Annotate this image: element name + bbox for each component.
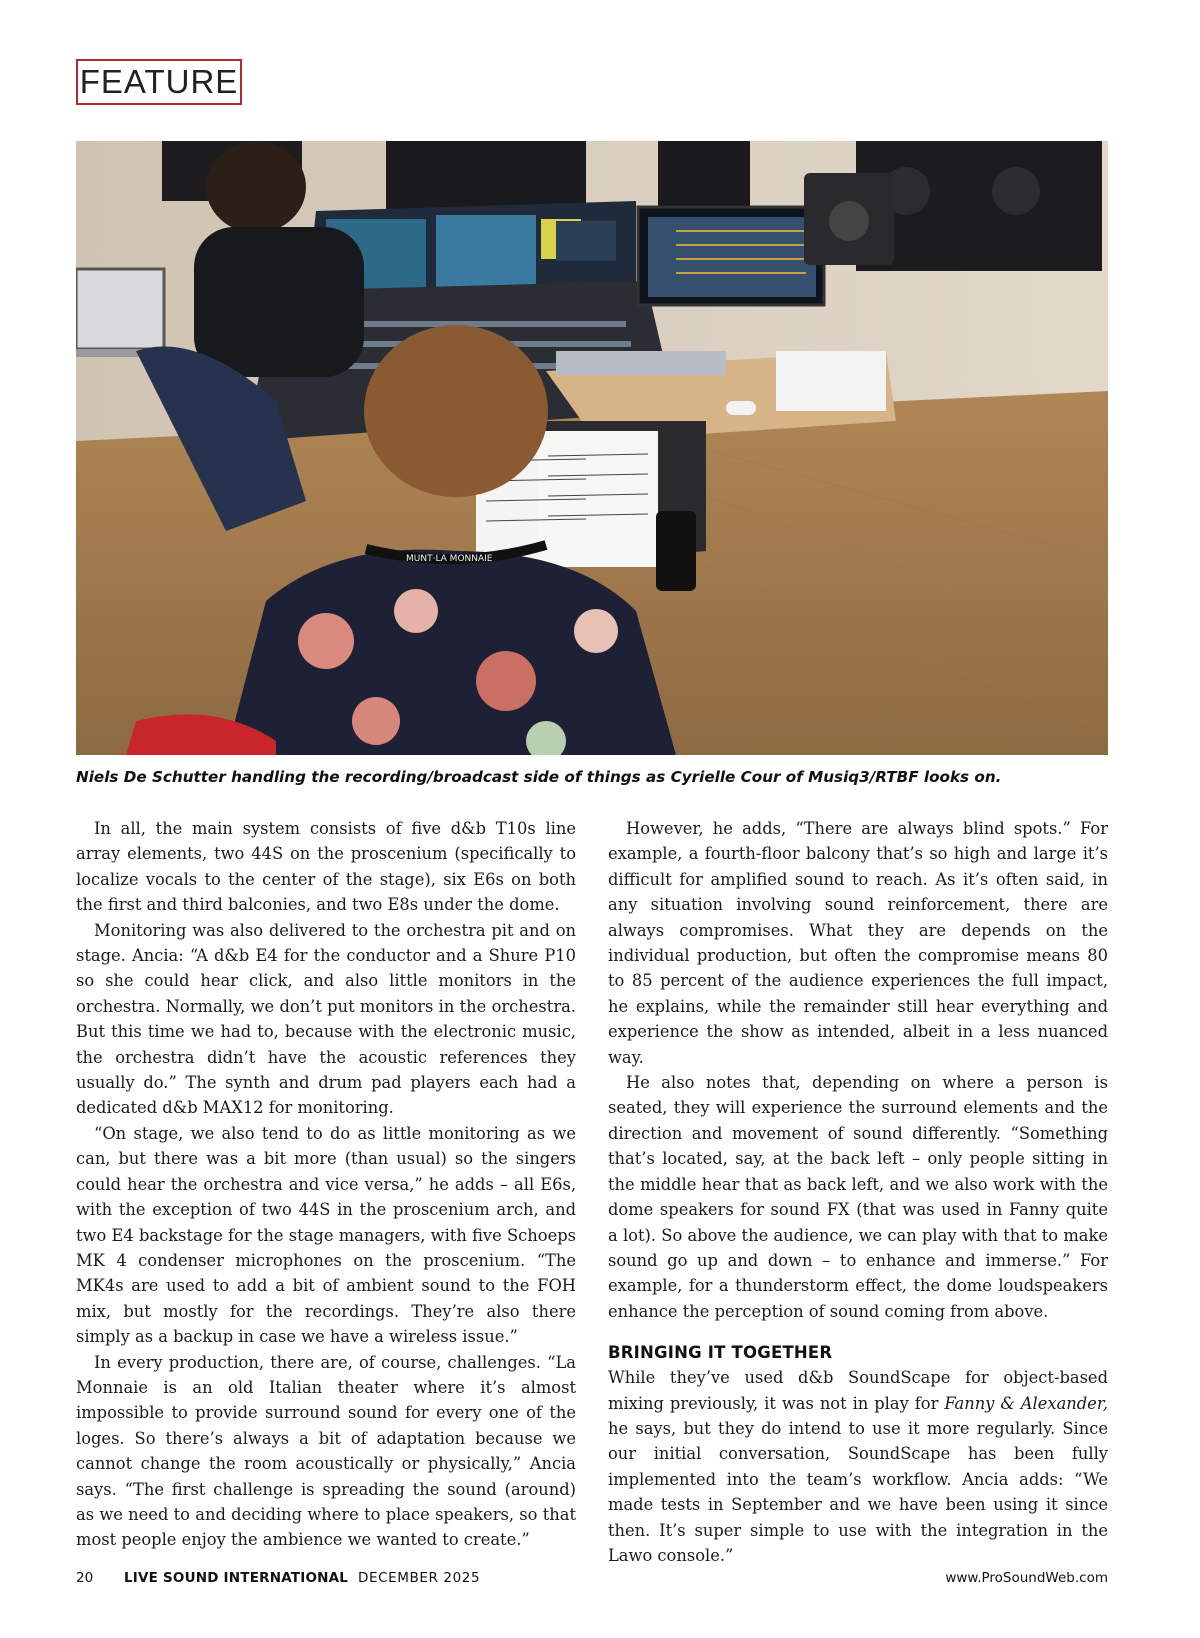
lanyard-text: MUNT·LA MONNAIE xyxy=(406,554,493,564)
paragraph: He also notes that, depending on where a person is seated, they will experience the surround elements and the direction and movement of sound differently. “Something that’s located, say, at the back left – only people sitting in the middle hear that as back left, and we also work with the dome speakers for sound FX (that was used in Fanny quite a lot). So above the audience, we can play with that to make sound go up and down – to enhance and immerse.” For example, for a thunderstorm effect, the dome loudspeakers enhance the perception of sound coming from above. xyxy=(608,1073,1108,1321)
issue-date: DECEMBER 2025 xyxy=(358,1570,481,1586)
paragraph: However, he adds, “There are always blind spots.” For example, a fourth-floor balcony that’s so high and large it’s difficult for amplified sound to reach. As it’s often said, in any situation involving sound reinforcement, there are always compromises. What they are depends on the individual production, but often the compromise means 80 to 85 percent of the audience experiences the full impact, he explains, while the remainder still hear everything and experience the show as intended, albeit in a less nuanced way. xyxy=(608,819,1108,1067)
studio-photo xyxy=(76,141,1108,755)
production-title: Fanny & Alexander, xyxy=(944,1393,1108,1413)
magazine-name: LIVE SOUND INTERNATIONAL xyxy=(124,1570,349,1586)
paragraph: In all, the main system consists of five d&b T10s line array elements, two 44S on the proscenium (specifically to localize vocals to the center of the stage), six E6s on both the first and third balconies, and two E8s under the dome. xyxy=(76,819,576,915)
paragraph xyxy=(608,1365,1108,1568)
website-link[interactable]: www.ProSoundWeb.com xyxy=(945,1570,1108,1586)
right-column xyxy=(608,816,1108,1568)
text-run: While they’ve used d&b SoundScape for object-based mixing previously, it was not in play for xyxy=(608,1368,1108,1413)
page-footer xyxy=(76,1570,1108,1590)
section-label: FEATURE xyxy=(79,63,239,100)
section-label-box xyxy=(76,59,242,105)
photo-caption: Niels De Schutter handling the recording/broadcast side of things as Cyrielle Cour of Musiq3/RTBF looks on. xyxy=(76,768,1002,786)
section-subhead: BRINGING IT TOGETHER xyxy=(608,1343,833,1363)
paragraph: Monitoring was also delivered to the orchestra pit and on stage. Ancia: “A d&b E4 for the conductor and a Shure P10 so she could hear click, and also little monitors in the orchestra. Normally, we don’t put monitors in the orchestra. But this time we had to, because with the electronic music, the orchestra didn’t have the acoustic references they usually do.” The synth and drum pad players each had a dedicated d&b MAX12 for monitoring. xyxy=(76,920,576,1118)
paragraph: In every production, there are, of course, challenges. “La Monnaie is an old Italian theater where it’s almost impossible to provide surround sound for every one of the loges. So there’s always a bit of adaptation because we cannot change the room acoustically or physically,” Ancia says. “The first challenge is spreading the sound (around) as we need to and deciding where to place speakers, so that most people enjoy the ambience we wanted to create.” xyxy=(76,1352,576,1550)
paragraph: “On stage, we also tend to do as little monitoring as we can, but there was a bit more (than usual) so the singers could hear the orchestra and vice versa,” he adds – all E6s, with the exception of two 44S in the proscenium arch, and two E4 backstage for the stage managers, with five Schoeps MK 4 condenser microphones on the proscenium. “The MK4s are used to add a bit of ambient sound to the FOH mix, but mostly for the recordings. They’re also there simply as a backup in case we have a wireless issue.” xyxy=(76,1123,576,1347)
left-column xyxy=(76,816,576,1553)
page-number: 20 xyxy=(76,1570,94,1586)
text-run: he says, but they do intend to use it more regularly. Since our initial conversation, SoundScape has been fully implemented into the team’s workflow. Ancia adds: “We made tests in September and we have been using it since then. It’s super simple to use with the integration in the Lawo console.” xyxy=(608,1418,1108,1565)
